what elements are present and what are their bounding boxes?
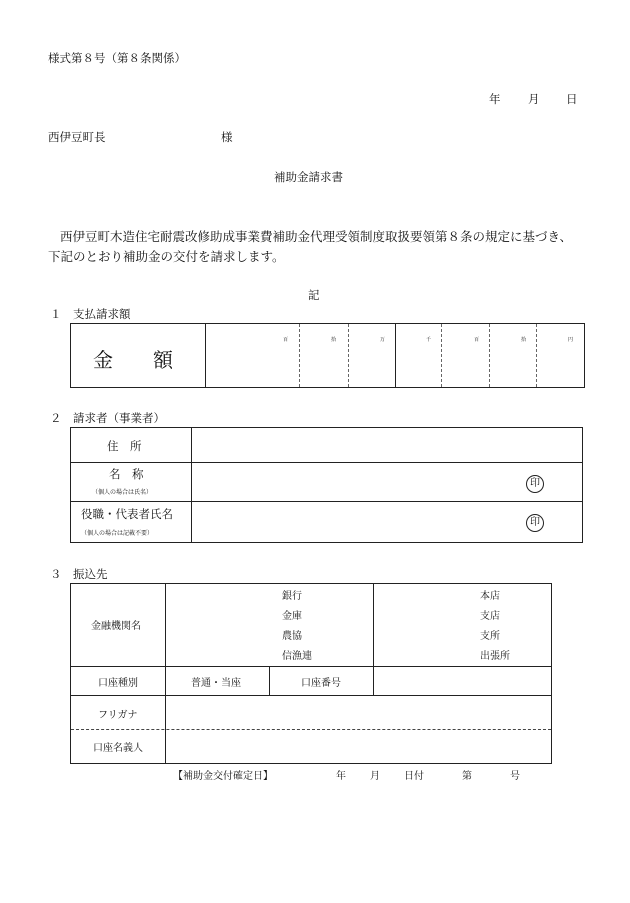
account-type-label: 口座種別 (98, 678, 138, 689)
seal-mark: 印 (526, 514, 544, 532)
seal-mark: 印 (526, 475, 544, 493)
unit-hyaku-man: 百 (283, 337, 289, 343)
footer-month: 月 (370, 771, 380, 782)
institution-type-bank: 銀行 (282, 591, 302, 602)
address-label: 住 所 (107, 439, 142, 453)
branch-type-head: 本店 (480, 591, 500, 602)
footer-day: 日付 (404, 771, 424, 782)
account-holder-label: 口座名義人 (93, 743, 143, 754)
date-month-label: 月 (528, 92, 540, 106)
institution-type-nokyo: 農協 (282, 631, 302, 642)
branch-type-subbranch: 支所 (480, 631, 500, 642)
section3-heading: ３ 振込先 (50, 567, 108, 581)
honorific: 様 (221, 130, 233, 144)
branch-type-office: 出張所 (480, 651, 510, 662)
paragraph-line-1: 西伊豆町木造住宅耐震改修助成事業費補助金代理受領制度取扱要領第８条の規定に基づき、 (60, 229, 573, 244)
claimant-table (70, 427, 583, 543)
request-paragraph (48, 227, 593, 267)
amount-label: 金 額 (93, 348, 173, 372)
unit-hyaku: 百 (474, 337, 480, 343)
unit-juu: 拾 (521, 337, 527, 343)
footer-go: 号 (510, 771, 520, 782)
account-type-value: 普通・当座 (191, 678, 241, 689)
ki-label: 記 (308, 288, 320, 302)
addressee: 西伊豆町長 (48, 130, 106, 144)
amount-table (70, 323, 585, 388)
section2-heading: ２ 請求者（事業者） (50, 411, 165, 425)
account-number-label: 口座番号 (301, 678, 341, 689)
date-year-label: 年 (489, 92, 501, 106)
unit-en: 円 (568, 337, 574, 343)
institution-type-kinko: 金庫 (282, 611, 302, 622)
footer-dai: 第 (462, 771, 472, 782)
institution-type-shingyoren: 信漁連 (282, 651, 312, 662)
paragraph-line-2: 下記のとおり補助金の交付を請求します。 (48, 249, 285, 264)
representative-note: （個人の場合は記載不要） (81, 530, 154, 537)
branch-type-branch: 支店 (480, 611, 500, 622)
document-title: 補助金請求書 (274, 170, 343, 184)
date-day-label: 日 (566, 92, 578, 106)
footer-year: 年 (336, 771, 346, 782)
furigana-label: フリガナ (98, 710, 138, 721)
bank-name-label: 金融機関名 (91, 621, 141, 632)
unit-sen: 千 (426, 337, 432, 343)
unit-juu-man: 拾 (331, 337, 337, 343)
unit-man: 万 (380, 337, 386, 343)
representative-label: 役職・代表者氏名 (81, 507, 173, 521)
name-note: （個人の場合は氏名） (92, 489, 153, 496)
section1-heading: １ 支払請求額 (50, 307, 131, 321)
name-label: 名 称 (109, 467, 144, 481)
form-number: 様式第８号（第８条関係） (48, 51, 186, 65)
bank-table (70, 583, 552, 764)
confirmation-date-label: 【補助金交付確定日】 (173, 771, 273, 782)
